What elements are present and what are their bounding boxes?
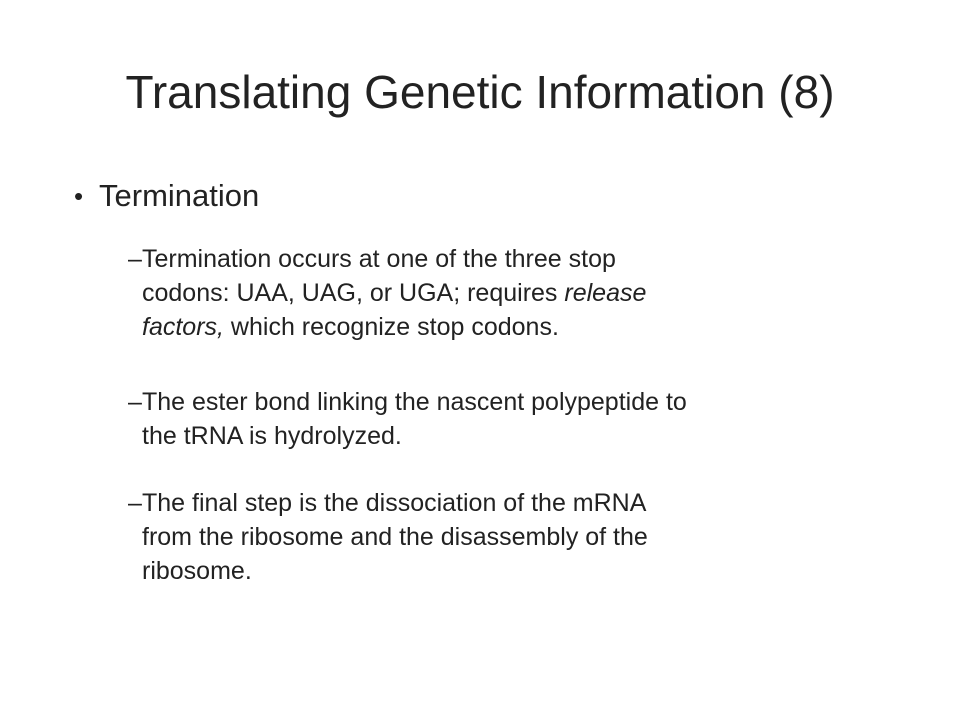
text-segment: codons: UAA, UAG, or UGA; requires <box>142 279 565 307</box>
text-segment: from the ribosome and the disassembly of the <box>142 523 648 551</box>
sub-bullet-text <box>137 242 827 344</box>
text-line <box>137 419 827 453</box>
text-line <box>137 486 827 520</box>
text-segment-italic: release <box>564 279 647 307</box>
dash-icon: – <box>128 245 142 273</box>
text-segment: ribosome. <box>142 557 252 585</box>
slide-title: Translating Genetic Information (8) <box>125 66 835 118</box>
dash-icon: – <box>128 489 142 517</box>
bullet-text: Termination <box>99 178 260 213</box>
text-segment: the tRNA is hydrolyzed. <box>142 422 402 450</box>
text-line <box>137 242 827 276</box>
text-segment: which recognize stop codons. <box>223 313 559 341</box>
text-line <box>137 520 827 554</box>
text-line <box>137 385 827 419</box>
text-segment: The ester bond linking the nascent polypeptide to <box>142 388 687 416</box>
text-segment: The final step is the dissociation of the mRNA <box>142 489 647 517</box>
text-segment: Termination occurs at one of the three stop <box>142 245 616 273</box>
text-line <box>137 554 827 588</box>
text-segment-italic: factors, <box>142 313 224 341</box>
bullet-dot-icon: • <box>74 181 84 211</box>
text-line <box>137 310 827 344</box>
text-line <box>137 276 827 310</box>
sub-bullet-text <box>137 486 827 588</box>
sub-bullet-text <box>137 385 827 453</box>
dash-icon: – <box>128 388 142 416</box>
